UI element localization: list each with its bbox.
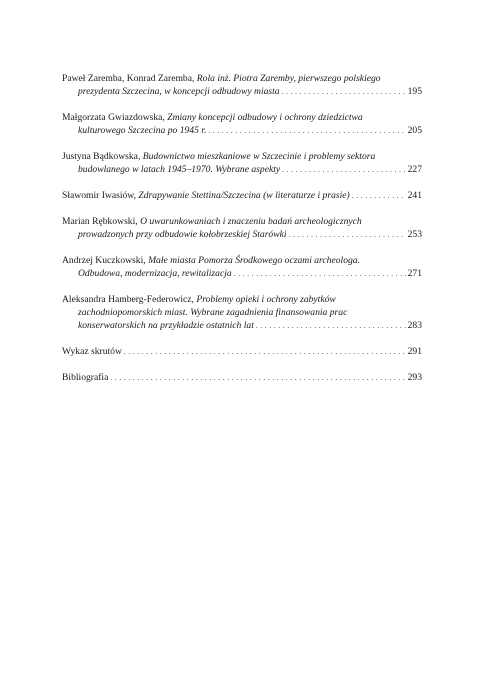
- toc-page-number: 253: [407, 229, 422, 240]
- toc-entry-line: [62, 371, 422, 385]
- toc-entry-line: [62, 85, 422, 99]
- toc-entry-line: [62, 254, 422, 267]
- toc-page-number: 291: [407, 346, 422, 357]
- leader-dots: [110, 371, 405, 385]
- toc-page-number: 227: [407, 164, 422, 175]
- toc-author: Paweł Zaremba, Konrad Zaremba,: [62, 73, 195, 84]
- toc-title: konserwatorskich na przykładzie ostatnich lat: [78, 320, 254, 331]
- toc-entry-line: [62, 319, 422, 333]
- toc-title: prowadzonych przy odbudowie kołobrzeskiej Starówki: [78, 229, 287, 240]
- toc-entry-line: [62, 306, 422, 319]
- leader-dots: [208, 124, 405, 138]
- toc-entry: [62, 345, 422, 359]
- toc-author: Sławomir Iwasiów,: [62, 190, 136, 201]
- toc-entry-line: [62, 189, 422, 203]
- toc-title: prezydenta Szczecina, w koncepcji odbudowy miasta: [78, 86, 280, 97]
- toc-entry-line: [62, 150, 422, 163]
- toc-entry-line: [62, 124, 422, 138]
- toc-entry-line: [62, 267, 422, 281]
- leader-dots: [234, 267, 406, 281]
- leader-dots: [289, 228, 406, 242]
- toc-title: Małe miasta Pomorza Środkowego oczami archeologa.: [148, 255, 360, 266]
- table-of-contents: [62, 72, 422, 397]
- toc-page-number: 195: [407, 86, 422, 97]
- toc-title: Budownictwo mieszkaniowe w Szczecinie i problemy sektora: [142, 151, 376, 162]
- toc-section-title: Bibliografia: [62, 372, 109, 383]
- toc-entry-line: [62, 293, 422, 306]
- toc-page-number: 271: [407, 268, 422, 279]
- toc-entry-line: [62, 111, 422, 124]
- toc-entry-line: [62, 215, 422, 228]
- toc-entry-line: [62, 72, 422, 85]
- toc-title: Odbudowa, modernizacja, rewitalizacja: [78, 268, 232, 279]
- toc-entry-line: [62, 228, 422, 242]
- toc-page-number: 283: [407, 320, 422, 331]
- toc-title: O uwarunkowaniach i znaczeniu badań archeologicznych: [140, 216, 362, 227]
- toc-title: Rola inż. Piotra Zaremby, pierwszego polskiego: [196, 73, 381, 84]
- leader-dots: [124, 345, 406, 359]
- leader-dots: [282, 163, 405, 177]
- toc-entry-line: [62, 163, 422, 177]
- toc-page-number: 205: [407, 125, 422, 136]
- toc-entry: [62, 254, 422, 281]
- toc-title: budowlanego w latach 1945–1970. Wybrane aspekty: [78, 164, 281, 175]
- toc-entry: [62, 150, 422, 177]
- toc-page-number: 241: [407, 190, 422, 201]
- leader-dots: [256, 319, 406, 333]
- toc-page-number: 293: [407, 372, 422, 383]
- toc-section-title: Wykaz skrutów: [62, 346, 122, 357]
- toc-title: Zdrapywanie Stettina/Szczecina (w literaturze i prasie): [138, 190, 350, 201]
- toc-title: zachodniopomorskich miast. Wybrane zagadnienia finansowania prac: [78, 307, 348, 318]
- leader-dots: [352, 189, 406, 203]
- toc-entry-line: [62, 345, 422, 359]
- toc-entry: [62, 293, 422, 333]
- toc-entry: [62, 371, 422, 385]
- toc-author: Aleksandra Hamberg-Federowicz,: [62, 294, 194, 305]
- toc-entry: [62, 72, 422, 99]
- toc-title: Zmiany koncepcji odbudowy i ochrony dziedzictwa: [167, 112, 363, 123]
- toc-author: Andrzej Kuczkowski,: [62, 255, 146, 266]
- toc-author: Marian Rębkowski,: [62, 216, 138, 227]
- leader-dots: [282, 85, 406, 99]
- toc-author: Justyna Bądkowska,: [62, 151, 141, 162]
- toc-entry: [62, 215, 422, 242]
- toc-author: Małgorzata Gwiazdowska,: [62, 112, 165, 123]
- toc-entry: [62, 111, 422, 138]
- toc-title: kulturowego Szczecina po 1945 r.: [78, 125, 207, 136]
- toc-entry: [62, 189, 422, 203]
- toc-title: Problemy opieki i ochrony zabytków: [196, 294, 336, 305]
